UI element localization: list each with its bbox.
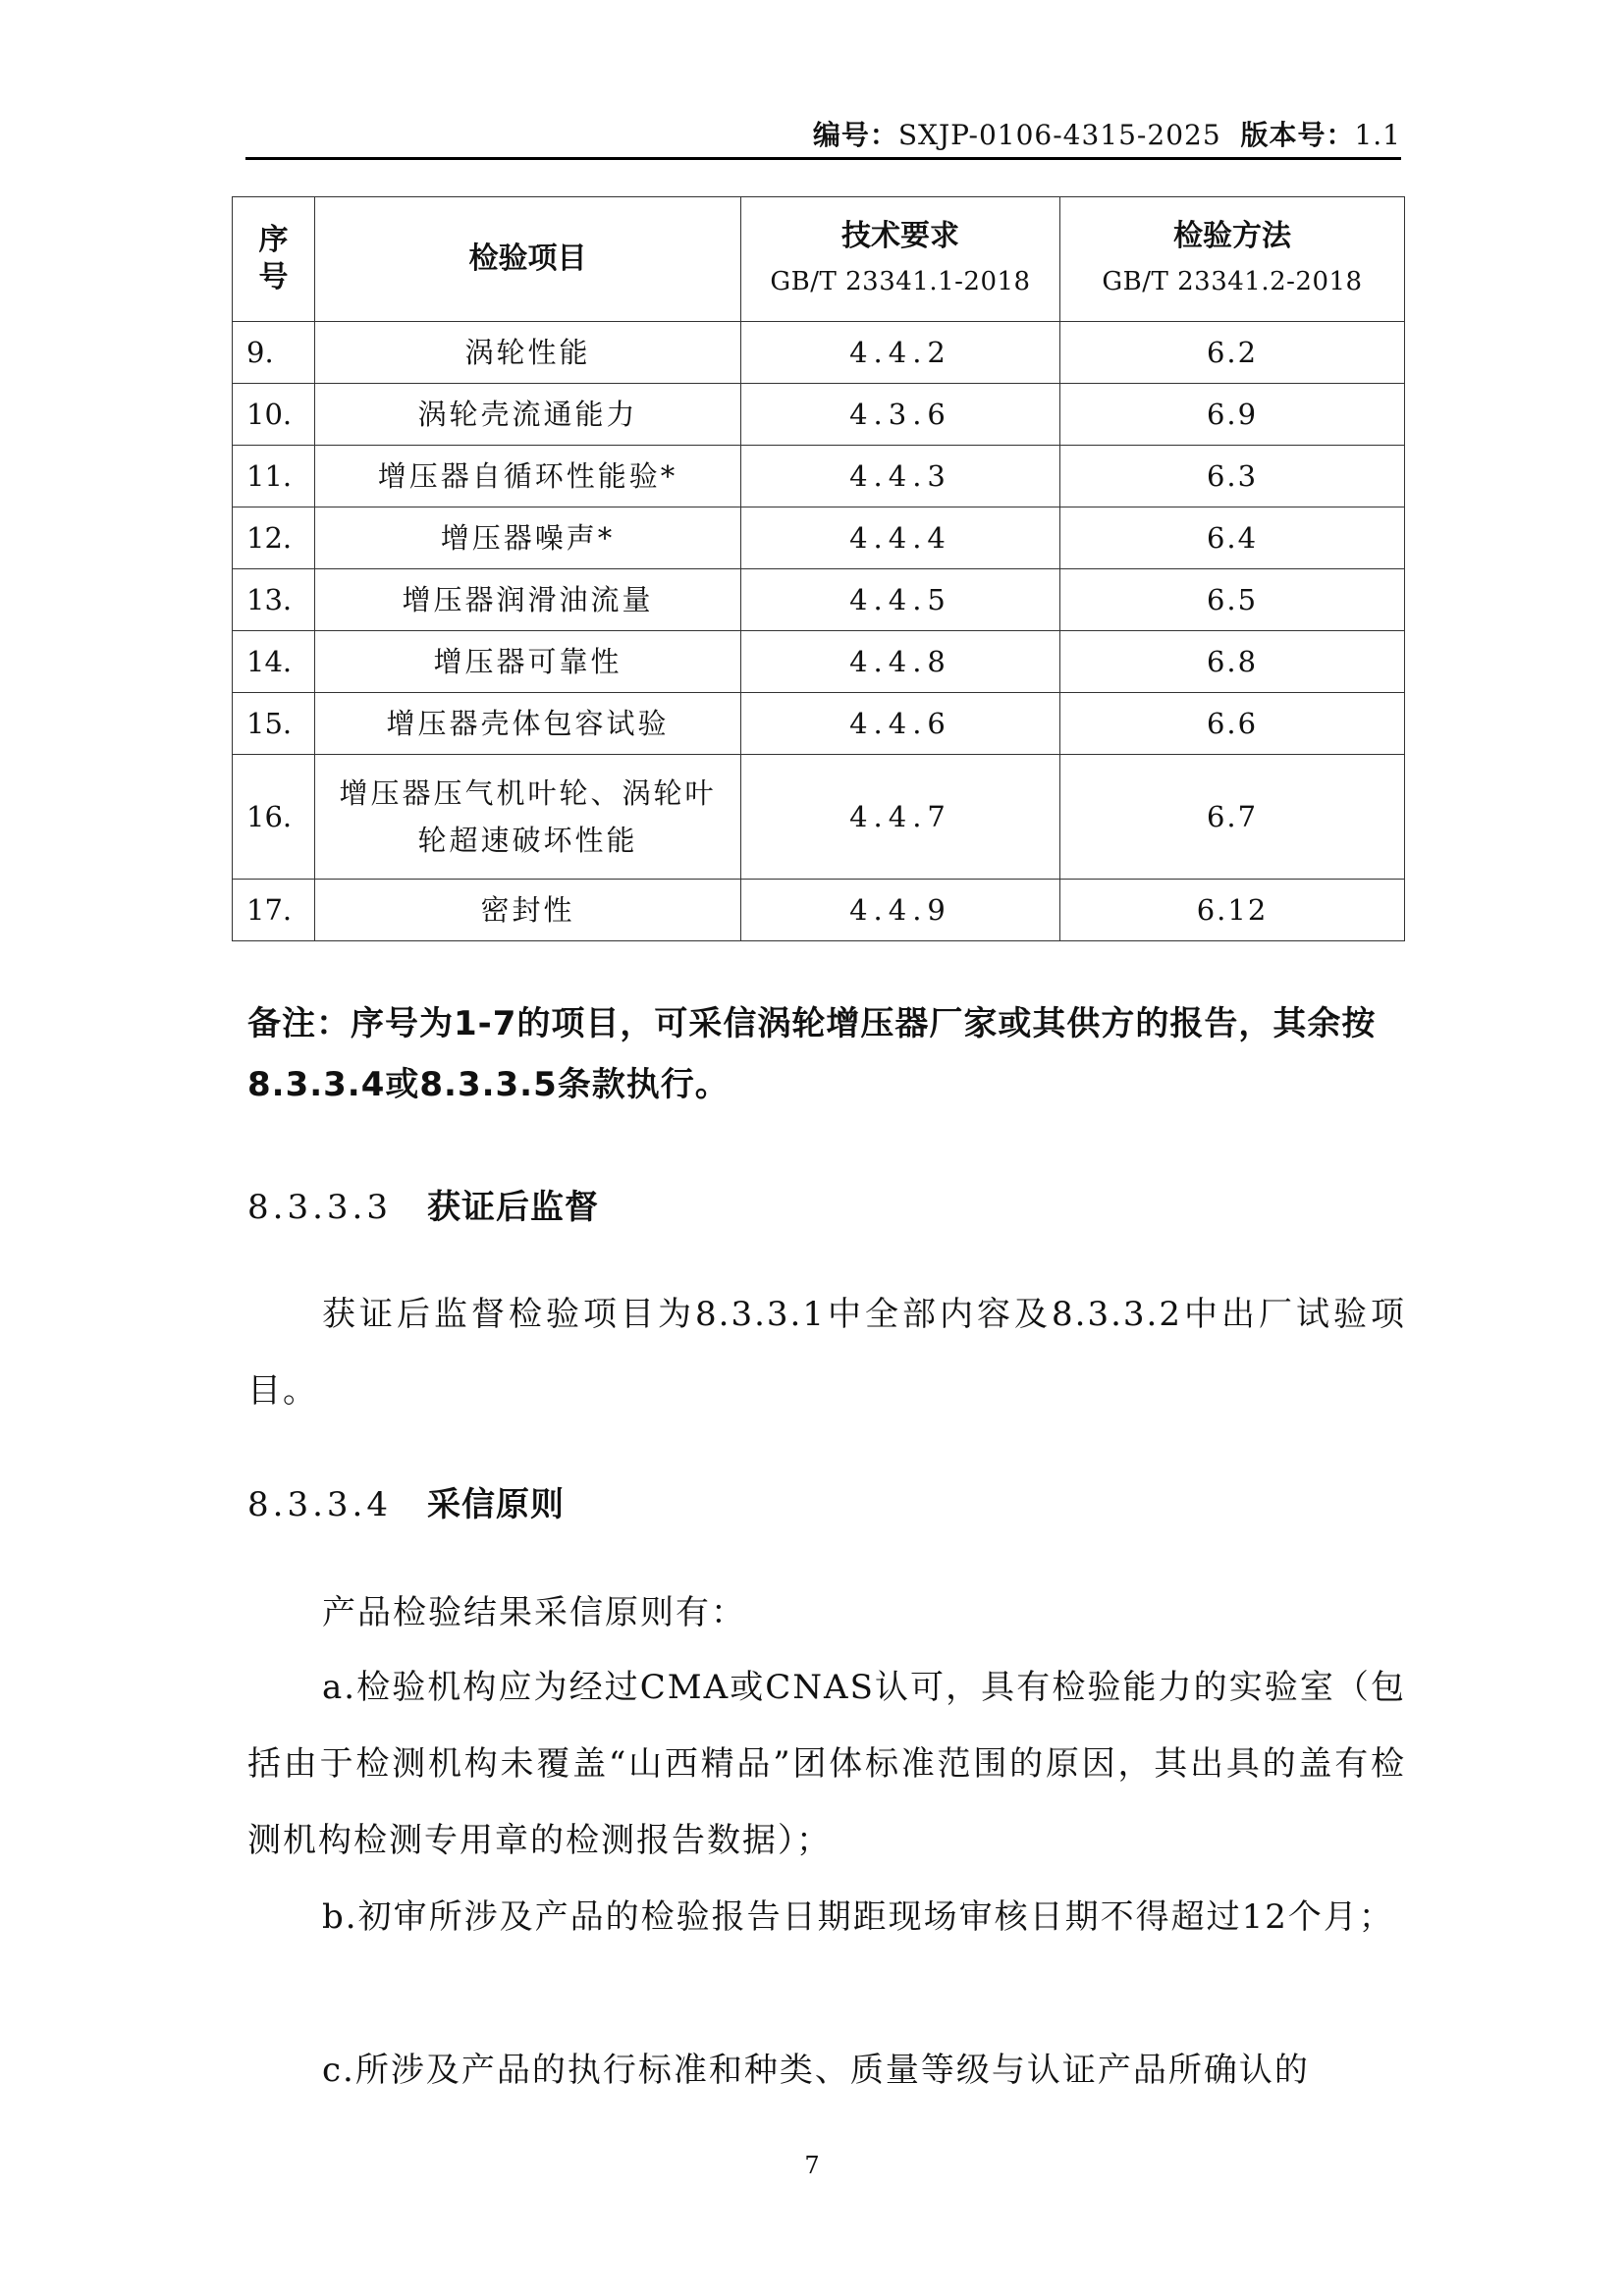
section-heading-8-3-3-3: [247, 1183, 1406, 1232]
row-requirement: 4.4.6: [741, 693, 1060, 755]
row-number: 13.: [233, 569, 315, 631]
header-tech-title: 技术要求: [841, 219, 959, 253]
row-requirement: 4.4.5: [741, 569, 1060, 631]
row-item: 增压器自循环性能验*: [315, 446, 741, 507]
row-requirement: 4.4.3: [741, 446, 1060, 507]
section-title: 采信原则: [426, 1485, 565, 1524]
row-method: 6.5: [1060, 569, 1405, 631]
table-row: [233, 631, 1405, 693]
page-number: 7: [804, 2152, 820, 2179]
section-number: 8.3.3.4: [247, 1485, 392, 1524]
row-requirement: 4.4.4: [741, 507, 1060, 569]
row-number: 11.: [233, 446, 315, 507]
section-4-intro: 产品检验结果采信原则有：: [322, 1593, 746, 1632]
row-item: 增压器润滑油流量: [315, 569, 741, 631]
table-note: 备注：序号为1-7的项目，可采信涡轮增压器厂家或其供方的报告，其余按8.3.3.4或8.3.3.5条款执行。: [247, 1004, 1377, 1104]
inspection-table: [232, 196, 1405, 941]
row-method: 6.2: [1060, 322, 1405, 384]
row-number: 12.: [233, 507, 315, 569]
principle-a: a.检验机构应为经过CMA或CNAS认可，具有检验能力的实验室（包括由于检测机构未覆盖“山西精品”团体标准范围的原因，其出具的盖有检测机构检测专用章的检测报告数据）；: [247, 1668, 1406, 1860]
row-item: 涡轮壳流通能力: [315, 384, 741, 446]
header-seq: 序号: [233, 197, 315, 322]
row-item: 增压器压气机叶轮、涡轮叶轮超速破坏性能: [315, 755, 741, 880]
row-item: 增压器噪声*: [315, 507, 741, 569]
row-item: 涡轮性能: [315, 322, 741, 384]
row-requirement: 4.4.9: [741, 880, 1060, 941]
table-row: [233, 384, 1405, 446]
table-row: [233, 880, 1405, 941]
table-row: [233, 569, 1405, 631]
row-number: 10.: [233, 384, 315, 446]
doc-number-label: 编号：: [812, 119, 898, 151]
row-method: 6.4: [1060, 507, 1405, 569]
table-row: [233, 507, 1405, 569]
row-number: 14.: [233, 631, 315, 693]
row-requirement: 4.3.6: [741, 384, 1060, 446]
section-number: 8.3.3.3: [247, 1188, 392, 1227]
version-label: 版本号：: [1240, 119, 1355, 151]
version-value: 1.1: [1354, 119, 1401, 151]
row-method: 6.12: [1060, 880, 1405, 941]
section-3-body: 获证后监督检验项目为8.3.3.1中全部内容及8.3.3.2中出厂试验项目。: [247, 1295, 1406, 1411]
header-tech: [741, 197, 1060, 322]
principle-c: c.所涉及产品的执行标准和种类、质量等级与认证产品所确认的: [322, 2051, 1310, 2090]
header-method-std: GB/T 23341.2-2018: [1102, 267, 1363, 296]
table-row: [233, 446, 1405, 507]
row-method: 6.3: [1060, 446, 1405, 507]
row-method: 6.9: [1060, 384, 1405, 446]
doc-number-value: SXJP-0106-4315-2025: [897, 119, 1221, 151]
row-method: 6.7: [1060, 755, 1405, 880]
table-header-row: [233, 197, 1405, 322]
table-row: [233, 693, 1405, 755]
row-item: 增压器可靠性: [315, 631, 741, 693]
header-item: 检验项目: [315, 197, 741, 322]
section-heading-8-3-3-4: [247, 1480, 1406, 1529]
row-requirement: 4.4.8: [741, 631, 1060, 693]
header-tech-std: GB/T 23341.1-2018: [770, 267, 1031, 296]
row-method: 6.8: [1060, 631, 1405, 693]
table-row: [233, 322, 1405, 384]
principle-b: b.初审所涉及产品的检验报告日期距现场审核日期不得超过12个月；: [322, 1897, 1394, 1937]
row-requirement: 4.4.7: [741, 755, 1060, 880]
table-row: [233, 755, 1405, 880]
row-number: 15.: [233, 693, 315, 755]
row-number: 9.: [233, 322, 315, 384]
row-item: 增压器壳体包容试验: [315, 693, 741, 755]
header-rule: [245, 157, 1401, 160]
row-method: 6.6: [1060, 693, 1405, 755]
document-header: [245, 116, 1401, 155]
row-requirement: 4.4.2: [741, 322, 1060, 384]
header-method: [1060, 197, 1405, 322]
row-number: 17.: [233, 880, 315, 941]
header-method-title: 检验方法: [1173, 219, 1291, 253]
row-item: 密封性: [315, 880, 741, 941]
row-number: 16.: [233, 755, 315, 880]
section-title: 获证后监督: [426, 1188, 599, 1227]
